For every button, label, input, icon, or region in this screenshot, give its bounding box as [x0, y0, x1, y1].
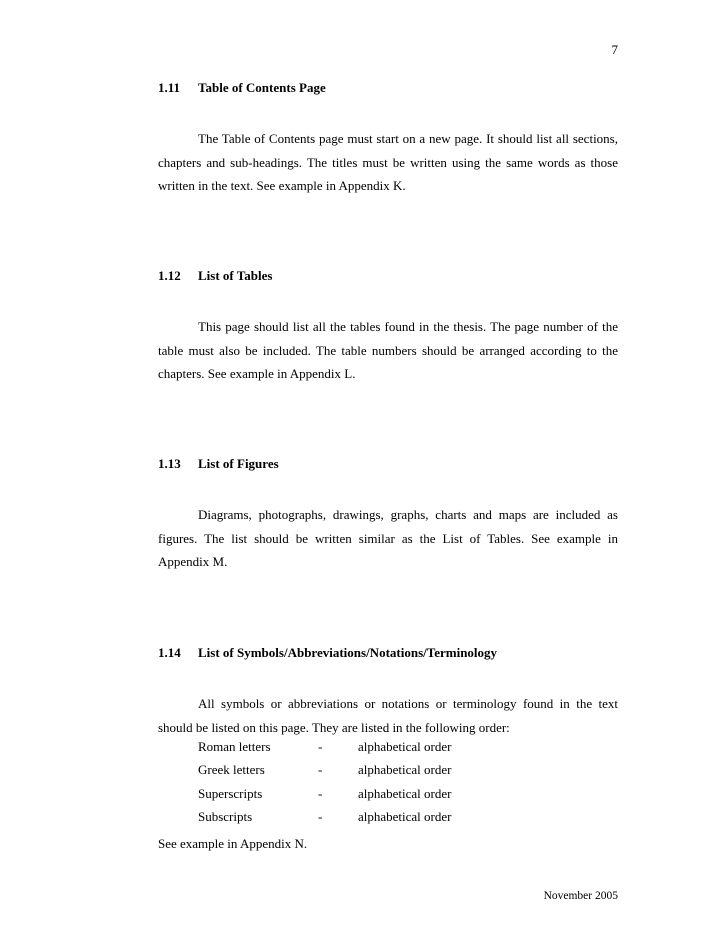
list-item-name: Roman letters — [198, 739, 271, 754]
list-item-order: alphabetical order — [358, 762, 452, 778]
list-item-dash: - — [318, 739, 323, 754]
page-number: 7 — [611, 42, 618, 57]
section-title: List of Figures — [198, 456, 279, 471]
footer-date: November 2005 — [543, 890, 618, 902]
section-1-14 — [158, 645, 618, 856]
section-1-11 — [158, 80, 618, 198]
list-item-name: Greek letters — [198, 762, 265, 778]
order-list — [198, 739, 451, 832]
list-item-order: alphabetical order — [358, 739, 452, 754]
list-item — [198, 786, 451, 809]
list-item-order: alphabetical order — [358, 785, 452, 801]
section-title: Table of Contents Page — [198, 80, 326, 95]
section-paragraph: Diagrams, photographs, drawings, graphs, charts and maps are included as figures. The list should be written similar as the List of Tables. See example in Appendix M. — [158, 507, 618, 569]
section-number: 1.12 — [158, 268, 181, 283]
section-1-13 — [158, 456, 618, 574]
section-1-12 — [158, 268, 618, 386]
appendix-reference: See example in Appendix N. — [158, 836, 308, 852]
list-item-dash: - — [318, 762, 323, 778]
section-number: 1.11 — [158, 80, 181, 95]
list-item-name: Superscripts — [198, 785, 263, 801]
list-item — [198, 739, 451, 762]
section-number: 1.14 — [158, 645, 181, 660]
list-item-dash: - — [318, 808, 323, 824]
section-heading — [158, 268, 618, 286]
section-heading — [158, 645, 618, 663]
section-heading — [158, 456, 618, 474]
list-item — [198, 809, 451, 832]
list-item-name: Subscripts — [198, 808, 253, 824]
section-paragraph: This page should list all the tables found in the thesis. The page number of the table must also be included. The table numbers should be arranged according to the chapters. See example in Appendix L. — [158, 319, 618, 381]
section-paragraph: All symbols or abbreviations or notations or terminology found in the text should be listed on this page. They are listed in the following order: — [158, 696, 618, 735]
section-paragraph: The Table of Contents page must start on a new page. It should list all sections, chapters and sub-headings. The titles must be written using the same words as those written in the text. See example in Appendix K. — [158, 131, 618, 193]
section-title: List of Tables — [198, 268, 273, 283]
list-item — [198, 762, 451, 785]
section-heading — [158, 80, 618, 98]
section-title: List of Symbols/Abbreviations/Notations/Terminology — [198, 645, 498, 660]
list-item-order: alphabetical order — [358, 808, 452, 824]
section-number: 1.13 — [158, 456, 181, 471]
list-item-dash: - — [318, 785, 323, 801]
